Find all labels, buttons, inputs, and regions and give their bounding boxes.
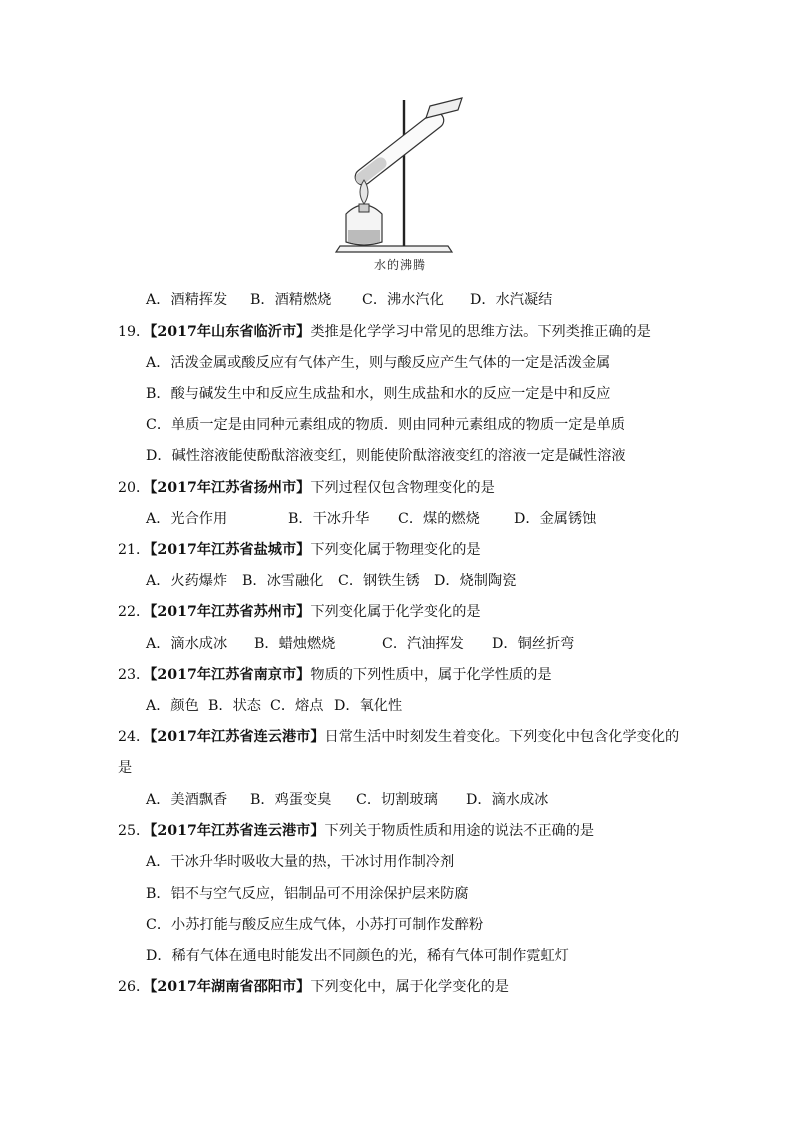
q21-option-b: B．冰雪融化 — [242, 573, 324, 589]
question-number: 21． — [118, 542, 151, 558]
question-number: 25． — [118, 823, 151, 839]
q22-option-d: D．铜丝折弯 — [492, 636, 575, 652]
q18-options — [146, 290, 552, 310]
q18-option-d: D．水汽凝结 — [470, 292, 553, 308]
question-number: 23． — [118, 667, 151, 683]
question-text: 日常生活中时刻发生着变化。下列变化中包含化学变化的 — [324, 729, 680, 745]
question-source: 【2017年江苏省南京市】 — [150, 667, 311, 683]
q24-option-c: C．切割玻璃 — [356, 792, 438, 808]
q22-option-a: A．滴水成冰 — [146, 636, 228, 652]
q23-options — [146, 696, 402, 716]
q23-option-b: B．状态 — [208, 698, 261, 714]
q23-option-d: D．氧化性 — [334, 698, 403, 714]
q20-option-d: D．金属锈蚀 — [514, 511, 597, 527]
question-source: 【2017年江苏省连云港市】 — [150, 823, 325, 839]
question-source: 【2017年江苏省盐城市】 — [150, 542, 311, 558]
question-text: 下列变化属于化学变化的是 — [310, 604, 481, 620]
question-number: 22． — [118, 604, 151, 620]
q23-stem — [118, 665, 552, 685]
q24-option-b: B．鸡蛋变臭 — [250, 792, 332, 808]
q20-option-c: C．煤的燃烧 — [398, 511, 480, 527]
q18-option-c: C．沸水汽化 — [362, 292, 444, 308]
question-source: 【2017年江苏省扬州市】 — [150, 480, 311, 496]
q20-option-b: B．干冰升华 — [288, 511, 370, 527]
q24-stem-continued: 是 — [118, 760, 133, 776]
q19-option-b: B．酸与碱发生中和反应生成盐和水，则生成盐和水的反应一定是中和反应 — [146, 386, 611, 402]
q24-option-d: D．滴水成冰 — [466, 792, 549, 808]
question-source: 【2017年江苏省连云港市】 — [150, 729, 325, 745]
question-number: 20． — [118, 480, 151, 496]
q23-option-c: C．熔点 — [270, 698, 324, 714]
q22-options — [146, 634, 574, 654]
q18-option-b: B．酒精燃烧 — [250, 292, 332, 308]
q20-option-a: A．光合作用 — [146, 511, 228, 527]
q25-option-c: C．小苏打能与酸反应生成气体，小苏打可制作发醉粉 — [146, 917, 484, 933]
boiling-water-figure — [330, 96, 470, 276]
q20-options — [146, 509, 596, 529]
q22-option-c: C．汽油挥发 — [382, 636, 464, 652]
q20-stem — [118, 478, 495, 498]
q24-stem — [118, 727, 679, 747]
q25-stem — [118, 821, 594, 841]
question-number: 19． — [118, 324, 151, 340]
question-source: 【2017年江苏省苏州市】 — [150, 604, 311, 620]
q21-option-a: A．火药爆炸 — [146, 573, 228, 589]
question-text: 下列变化属于物理变化的是 — [310, 542, 481, 558]
q19-option-c: C．单质一定是由同种元素组成的物质．则由同种元素组成的物质一定是单质 — [146, 417, 626, 433]
q23-option-a: A．颜色 — [146, 698, 199, 714]
question-number: 26． — [118, 979, 151, 995]
question-text: 下列变化中，属于化学变化的是 — [310, 979, 509, 995]
question-number: 24． — [118, 729, 151, 745]
question-source: 【2017年山东省临沂市】 — [150, 324, 311, 340]
q24-options — [146, 790, 548, 810]
q22-stem — [118, 602, 481, 622]
q21-options — [146, 571, 516, 591]
q19-option-a: A．活泼金属或酸反应有气体产生，则与酸反应产生气体的一定是活泼金属 — [146, 355, 611, 371]
question-source: 【2017年湖南省邵阳市】 — [150, 979, 311, 995]
figure-caption: 水的沸腾 — [373, 258, 426, 272]
apparatus-drawing — [330, 96, 470, 256]
q21-stem — [118, 540, 481, 560]
q26-stem — [118, 977, 509, 997]
q24-option-a: A．美酒飘香 — [146, 792, 228, 808]
question-text: 类推是化学学习中常见的思维方法。下列类推正确的是 — [310, 324, 651, 340]
question-text: 下列关于物质性质和用途的说法不正确的是 — [324, 823, 595, 839]
question-text: 下列过程仅包含物理变化的是 — [310, 480, 495, 496]
q25-option-a: A．干冰升华时吸收大量的热，干冰讨用作制冷剂 — [146, 854, 455, 870]
q19-option-d: D．碱性溶液能使酚酞溶液变红，则能使阶酞溶液变红的溶液一定是碱性溶液 — [146, 448, 626, 464]
q25-option-d: D．稀有气体在通电时能发出不同颜色的光，稀有气体可制作霓虹灯 — [146, 948, 569, 964]
question-text: 物质的下列性质中，属于化学性质的是 — [310, 667, 552, 683]
q21-option-d: D．烧制陶瓷 — [434, 573, 517, 589]
q22-option-b: B．蜡烛燃烧 — [254, 636, 336, 652]
q25-option-b: B．铝不与空气反应，铝制品可不用涂保护层来防腐 — [146, 886, 469, 902]
q21-option-c: C．钢铁生锈 — [338, 573, 420, 589]
q19-stem — [118, 322, 651, 342]
q18-option-a: A．酒精挥发 — [146, 292, 228, 308]
